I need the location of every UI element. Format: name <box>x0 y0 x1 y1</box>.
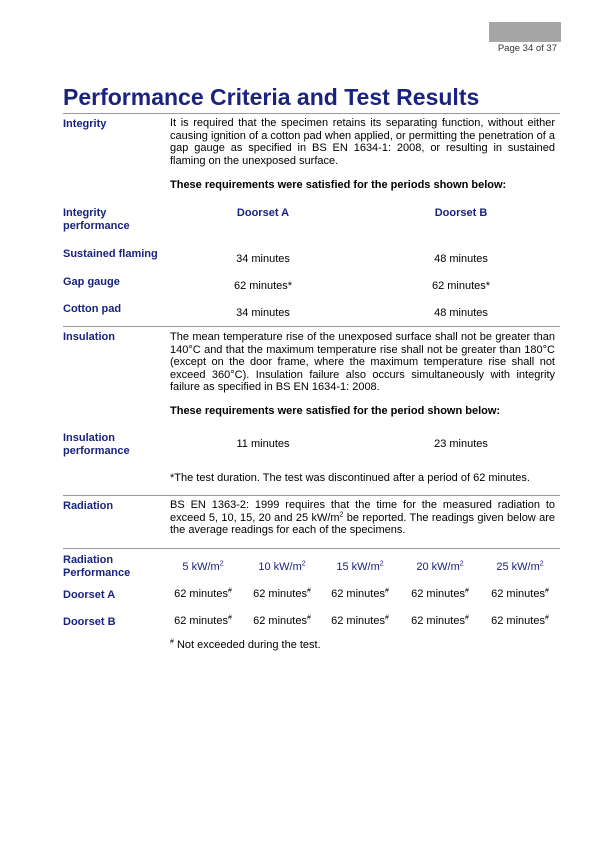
divider <box>63 495 560 496</box>
insulation-performance-label: Insulation performance <box>63 432 130 457</box>
doorset-a-header: Doorset A <box>236 207 290 219</box>
insulation-a: 11 minutes <box>236 438 290 450</box>
doorset-b-header: Doorset B <box>434 207 488 219</box>
gap-gauge-b: 62 minutes* <box>431 280 491 292</box>
header-gray-box <box>489 22 561 42</box>
radiation-b-10: 62 minutes# <box>253 614 311 627</box>
page-title: Performance Criteria and Test Results <box>63 84 480 110</box>
radiation-a-25: 62 minutes# <box>491 587 549 600</box>
insulation-b: 23 minutes <box>434 438 488 450</box>
insulation-statement: These requirements were satisfied for the period shown below: <box>170 405 501 417</box>
radiation-col-5: 5 $kW/m^2$ <box>182 560 224 573</box>
radiation-b-15: 62 minutes# <box>331 614 389 627</box>
radiation-label: Radiation <box>63 500 114 512</box>
radiation-col-15: 15 $kW/m^2$ <box>336 560 384 573</box>
radiation-b-5: 62 minutes# <box>174 614 232 627</box>
sustained-flaming-a: 34 minutes <box>236 253 290 265</box>
cotton-pad-b: 48 minutes <box>434 307 488 319</box>
divider <box>63 326 560 327</box>
radiation-b-20: 62 minutes# <box>411 614 469 627</box>
radiation-col-20: 20 $kW/m^2$ <box>416 560 464 573</box>
radiation-a-5: 62 minutes# <box>174 587 232 600</box>
cotton-pad-a: 34 minutes <box>236 307 290 319</box>
divider <box>63 548 560 549</box>
test-duration-note: *The test duration. The test was discontinued after a period of 62 minutes. <box>170 472 530 484</box>
radiation-doorset-b-label: Doorset B <box>63 616 116 628</box>
radiation-text: BS EN 1363-2: 1999 requires that the time for the measured radiation to exceed 5, 10, 15, 20 and 25 $kW/m^2$ be reported. The readings given below are the average readings for each of the specimens. <box>170 499 555 537</box>
radiation-b-25: 62 minutes# <box>491 614 549 627</box>
cotton-pad-label: Cotton pad <box>63 303 122 315</box>
integrity-text: It is required that the specimen retains its separating function, without either causing ignition of a cotton pad when applied, or permitting the penetration of a gap gauge as specified in BS EN 1634-1: 2008, or resulting in sustained flaming on the unexposed surface. <box>170 117 555 167</box>
radiation-col-25: 25 $kW/m^2$ <box>496 560 544 573</box>
radiation-a-10: 62 minutes# <box>253 587 311 600</box>
not-exceeded-note: # Not exceeded during the test. <box>170 638 321 651</box>
page-number: Page 34 of 37 <box>497 43 557 54</box>
sustained-flaming-b: 48 minutes <box>434 253 488 265</box>
integrity-label: Integrity <box>63 118 107 130</box>
gap-gauge-label: Gap gauge <box>63 276 120 288</box>
integrity-performance-label: Integrity performance <box>63 207 130 232</box>
radiation-a-20: 62 minutes# <box>411 587 469 600</box>
radiation-doorset-a-label: Doorset A <box>63 589 116 601</box>
integrity-statement: These requirements were satisfied for the periods shown below: <box>170 179 507 191</box>
sustained-flaming-label: Sustained flaming <box>63 248 158 260</box>
insulation-text: The mean temperature rise of the unexposed surface shall not be greater than 140°C and that the maximum temperature rise shall not be greater than 180°C (except on the door frame, where the maximum temperature rise shall not exceed 360°C). Insulation failure also occurs simultaneously with integrity failure as specified in BS EN 1634-1: 2008. <box>170 331 555 394</box>
radiation-col-10: 10 $kW/m^2$ <box>258 560 306 573</box>
insulation-label: Insulation <box>63 331 115 343</box>
radiation-performance-label: Radiation Performance <box>63 554 131 579</box>
radiation-a-15: 62 minutes# <box>331 587 389 600</box>
gap-gauge-a: 62 minutes* <box>233 280 293 292</box>
divider <box>63 113 560 114</box>
